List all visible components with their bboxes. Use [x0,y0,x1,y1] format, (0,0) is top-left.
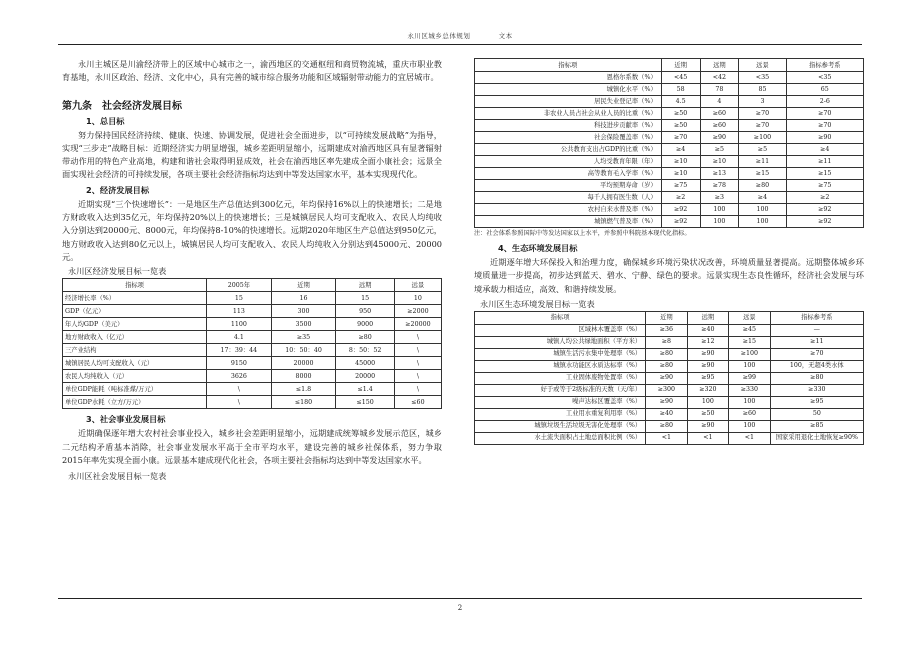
table-row [475,420,864,432]
economic-goal-paragraph: 近期实现“三个快速增长”：一是地区生产总值达到300亿元，年均保持16%以上的快速增长；二是地方财政收入达到35亿元，年均保持20%以上的快速增长；三是城镇居民人均可支配收入、农民人均纯收入分别达到20000元、8000元，年均保持8-10%的快速增长。远期2020年地区生产总值达到950亿元，地方财政收入达到80亿元以上，城镇居民人均可支配收入、农民人均纯收入分别达到45000元、20000元。 [62,198,442,262]
value-cell: ≥70 [661,132,700,144]
value-cell: ≥90 [687,360,728,372]
value-cell: ≥15 [786,168,863,180]
value-cell: <35 [739,72,786,84]
value-cell: ≥2 [661,192,700,204]
value-cell: 16 [271,292,336,305]
value-cell: 1100 [207,318,272,331]
row-label-cell: 工业固体废物处置率（%） [475,372,646,384]
value-cell: ≤180 [271,396,336,409]
value-cell: ≥92 [661,216,700,228]
value-cell: 100 [729,396,771,408]
value-cell: ≥20000 [394,318,441,331]
value-cell: 国家采用退化土地恢复≥90% [770,432,863,444]
table-header: 指标参考系 [786,59,863,72]
footer-rule [58,598,862,599]
value-cell: 8000 [271,370,336,383]
ecology-table-caption: 永川区生态环境发展目标一览表 [480,298,595,309]
value-cell: <1 [646,432,687,444]
row-label-cell: 城镇生活污水集中处理率（%） [475,348,646,360]
value-cell: ≥95 [687,372,728,384]
table-row [475,432,864,444]
row-label-cell: 科技进步贡献率（%） [475,120,662,132]
table-row [475,168,864,180]
value-cell: 9000 [336,318,394,331]
value-cell: ≥4 [739,192,786,204]
left-column [62,58,442,483]
value-cell: ≥50 [687,408,728,420]
value-cell: ≥2 [786,192,863,204]
value-cell: ≥330 [729,384,771,396]
table-header: 近期 [661,59,700,72]
value-cell: ≥8 [646,336,687,348]
value-cell: ≥90 [687,420,728,432]
value-cell: ≥300 [646,384,687,396]
table-row [475,324,864,336]
value-cell: ≥10 [661,156,700,168]
table-row [63,357,442,370]
value-cell: ≥40 [646,408,687,420]
ecology-goals-table [474,311,864,445]
value-cell: ≥60 [700,120,739,132]
row-label-cell: 年人均GDP（美元） [63,318,207,331]
value-cell: ≥36 [646,324,687,336]
table-row [475,144,864,156]
subsection-title-economic: 2、经济发展目标 [86,184,150,195]
row-label-cell: 平均预期寿命（岁） [475,180,662,192]
value-cell: ≥10 [700,156,739,168]
subsection-title-social: 3、社会事业发展目标 [86,414,166,425]
row-label-cell: 区域林木覆盖率（%） [475,324,646,336]
value-cell: ≥11 [739,156,786,168]
value-cell: 3500 [271,318,336,331]
table-header: 指标项 [63,279,207,292]
value-cell: ≥99 [729,372,771,384]
right-column [474,58,864,445]
value-cell: ≥4 [786,144,863,156]
row-label-cell: 人均受教育年限（年） [475,156,662,168]
value-cell: <1 [687,432,728,444]
table-row [63,396,442,409]
value-cell: ≥60 [700,108,739,120]
value-cell: ≥78 [700,180,739,192]
value-cell: 3 [739,96,786,108]
table-row [63,383,442,396]
value-cell: ≥75 [786,180,863,192]
value-cell: ≥35 [271,331,336,344]
value-cell: 15 [336,292,394,305]
value-cell: ≥95 [770,396,863,408]
row-label-cell: 农村自来水普及率（%） [475,204,662,216]
value-cell: ≥80 [770,372,863,384]
value-cell: 4.1 [207,331,272,344]
value-cell: <45 [661,72,700,84]
value-cell: \ [394,344,441,357]
row-label-cell: 社会保险覆盖率（%） [475,132,662,144]
ecology-table-body [475,324,864,444]
row-label-cell: 城镇化水平（%） [475,84,662,96]
value-cell: ≥320 [687,384,728,396]
value-cell: ≤1.8 [271,383,336,396]
table-row [475,108,864,120]
table-row [475,408,864,420]
table-row [475,72,864,84]
table-row [63,292,442,305]
row-label-cell: 城镇垃圾生活垃圾无害化处理率（%） [475,420,646,432]
value-cell: ≥90 [786,132,863,144]
value-cell: ≥80 [646,360,687,372]
row-label-cell: 公共教育支出占GDP的比重（%） [475,144,662,156]
value-cell: 20000 [271,357,336,370]
value-cell: \ [207,396,272,409]
row-label-cell: 城镇人均公共绿地面积（平方米） [475,336,646,348]
subsection-title-ecology: 4、生态环境发展目标 [498,243,578,253]
value-cell: 100 [700,204,739,216]
value-cell: 100 [739,216,786,228]
value-cell: ≥75 [661,180,700,192]
overall-goal-paragraph: 努力保持国民经济持续、健康、快速、协调发展，促进社会全面进步，以“可持续发展战略”为指导，实现“三步走”战略目标：近期经济实力明显增强，城乡差距明显缩小，远期建成对渝西地区具有显著辐射带动作用的特色产业高地，构建和谐社会取得明显成效，社会在渝西地区率先建成全面小康社会；远景全面实现社会经济的可持续发展，各项主要社会经济指标均达到中等发达国家水平，基本实现现代化。 [62,129,442,180]
value-cell: ≥11 [770,336,863,348]
row-label-cell: 经济增长率（%） [63,292,207,305]
table-row [63,331,442,344]
value-cell: 100 [729,420,771,432]
intro-paragraph: 永川主城区是川渝经济带上的区域中心城市之一，渝西地区的交通枢纽和商贸物流城，重庆市职业教育基地，永川区政治、经济、文化中心，具有完善的城市综合服务功能和区域辐射带动能力的宜居城市。 [62,59,442,83]
table-header: 远期 [687,311,728,324]
value-cell: ≥5 [739,144,786,156]
value-cell: 100 [739,204,786,216]
value-cell: ≥60 [729,408,771,420]
value-cell: ≥92 [661,204,700,216]
social-table-body [475,72,864,228]
table-row [63,318,442,331]
table-row [63,344,442,357]
value-cell: \ [394,383,441,396]
value-cell: ≥70 [786,120,863,132]
economic-table-body [63,292,442,409]
table-row [475,360,864,372]
subsection-title-overall: 1、总目标 [86,115,125,126]
value-cell: \ [394,331,441,344]
table-row [475,348,864,360]
table-header: 近期 [271,279,336,292]
value-cell: 10 [394,292,441,305]
table-header: 远期 [336,279,394,292]
value-cell: 113 [207,305,272,318]
value-cell: ≥70 [770,348,863,360]
value-cell: ≥70 [786,108,863,120]
table-header: 远景 [729,311,771,324]
value-cell: 10：50：40 [271,344,336,357]
value-cell: 15 [207,292,272,305]
value-cell: 100 [687,396,728,408]
table-row [63,370,442,383]
row-label-cell: 非农业人员占社会从业人员的比重（%） [475,108,662,120]
value-cell: ≥3 [700,192,739,204]
value-cell: 2-6 [786,96,863,108]
value-cell: 45000 [336,357,394,370]
value-cell: ≥50 [661,108,700,120]
ecology-goal-paragraph: 近期逐年增大环保投入和治理力度，确保城乡环境污染状况改善，环境质量显著提高。远期整体城乡环境质量进一步提高，初步达到蓝天、碧水、宁静、绿色的要求。远景实现生态良性循环，经济社会发展与环境承载力相适应，高效、和谐持续发展。 [474,257,864,294]
social-table-caption: 永川区社会发展目标一览表 [68,471,167,482]
value-cell: ≥15 [729,336,771,348]
table-row [475,192,864,204]
value-cell: 9150 [207,357,272,370]
header-title: 永川区城乡总体规划 [407,32,471,40]
value-cell: ≥2000 [394,305,441,318]
value-cell: 65 [786,84,863,96]
value-cell: ≥90 [700,132,739,144]
table-row [475,132,864,144]
table-row [475,120,864,132]
page-number: 2 [457,604,463,612]
value-cell: 300 [271,305,336,318]
value-cell: ≥90 [687,348,728,360]
table-row [475,396,864,408]
table-row [475,372,864,384]
table-row [475,84,864,96]
row-label-cell: 恩格尔系数（%） [475,72,662,84]
value-cell: ≥90 [646,396,687,408]
table-header: 2005年 [207,279,272,292]
row-label-cell: 每千人拥有医生数（人） [475,192,662,204]
value-cell: 100，无超4类水体 [770,360,863,372]
value-cell: ≥80 [739,180,786,192]
value-cell: 85 [739,84,786,96]
social-goals-table [474,58,864,228]
value-cell: 950 [336,305,394,318]
economic-goals-table [62,278,442,409]
row-label-cell: GDP（亿元） [63,305,207,318]
value-cell: ≥80 [646,348,687,360]
social-table-note: 注：社会体系参照国际中等发达国家以上水平，并参照中科院基本现代化指标。 [474,230,691,237]
table-header: 指标参考系 [770,311,863,324]
table-header: 远景 [739,59,786,72]
row-label-cell: 单位GDP水耗（立方/万元） [63,396,207,409]
value-cell: ≥40 [687,324,728,336]
row-label-cell: 三产业结构 [63,344,207,357]
value-cell: ≤1.4 [336,383,394,396]
row-label-cell: 水土流失面积占土地总面积比例（%） [475,432,646,444]
value-cell: \ [394,370,441,383]
table-header: 远景 [394,279,441,292]
value-cell: ≤150 [336,396,394,409]
economic-table-caption: 永川区经济发展目标一览表 [68,266,167,277]
header-doc-type: 文本 [498,32,513,40]
value-cell: \ [207,383,272,396]
value-cell: ≥10 [661,168,700,180]
page-header [0,31,920,40]
table-row [63,305,442,318]
value-cell: 78 [700,84,739,96]
table-row [475,180,864,192]
value-cell: 3626 [207,370,272,383]
header-rule [58,44,862,45]
value-cell: 4.5 [661,96,700,108]
value-cell: ≥100 [739,132,786,144]
table-row [475,336,864,348]
value-cell: ≥11 [786,156,863,168]
table-header: 近期 [646,311,687,324]
value-cell: ≥5 [700,144,739,156]
value-cell: ≥45 [729,324,771,336]
table-row [475,96,864,108]
row-label-cell: 高等教育毛入学率（%） [475,168,662,180]
value-cell: ≥4 [661,144,700,156]
row-label-cell: 好于或等于2级标准的天数（天/年） [475,384,646,396]
value-cell: ≥100 [729,348,771,360]
value-cell: 50 [770,408,863,420]
section-title: 第九条 社会经济发展目标 [62,100,182,112]
value-cell: ≥85 [770,420,863,432]
value-cell: 100 [729,360,771,372]
table-header: 指标项 [475,59,662,72]
value-cell: ≥90 [646,372,687,384]
value-cell: ≥70 [739,120,786,132]
social-goal-paragraph: 近期确保逐年增大农村社会事业投入，城乡社会差距明显缩小，远期建成统筹城乡发展示范区，城乡二元结构矛盾基本消除，社会事业发展水平高于全市平均水平，建设完善的城乡社保体系，努力争取2015年率先实现全面小康。远景基本建成现代化社会，各项主要社会指标均达到中等发达国家水平。 [62,428,442,465]
value-cell: ≥12 [687,336,728,348]
value-cell: ≥80 [646,420,687,432]
value-cell: \ [394,357,441,370]
value-cell: ≥330 [770,384,863,396]
value-cell: 58 [661,84,700,96]
value-cell: 17：39：44 [207,344,272,357]
row-label-cell: 居民失业登记率（%） [475,96,662,108]
value-cell: 100 [700,216,739,228]
table-row [475,384,864,396]
row-label-cell: 工业用水重复利用率（%） [475,408,646,420]
value-cell: — [770,324,863,336]
table-header: 远期 [700,59,739,72]
table-header: 指标项 [475,311,646,324]
row-label-cell: 噪声达标区覆盖率（%） [475,396,646,408]
row-label-cell: 城镇居民人均可支配收入（元） [63,357,207,370]
value-cell: 4 [700,96,739,108]
value-cell: <42 [700,72,739,84]
value-cell: <1 [729,432,771,444]
value-cell: ≤60 [394,396,441,409]
value-cell: ≥13 [700,168,739,180]
value-cell: ≥70 [739,108,786,120]
table-row [475,204,864,216]
table-row [475,216,864,228]
value-cell: <35 [786,72,863,84]
value-cell: ≥15 [739,168,786,180]
table-row [475,156,864,168]
value-cell: ≥80 [336,331,394,344]
row-label-cell: 农民人均纯收入（元） [63,370,207,383]
row-label-cell: 城镇燃气普及率（%） [475,216,662,228]
value-cell: ≥50 [661,120,700,132]
row-label-cell: 单位GDP能耗（吨标准煤/万元） [63,383,207,396]
row-label-cell: 城镇水功能区水质达标率（%） [475,360,646,372]
value-cell: 20000 [336,370,394,383]
value-cell: ≥92 [786,204,863,216]
value-cell: ≥92 [786,216,863,228]
row-label-cell: 地方财政收入（亿元） [63,331,207,344]
value-cell: 8：50：52 [336,344,394,357]
